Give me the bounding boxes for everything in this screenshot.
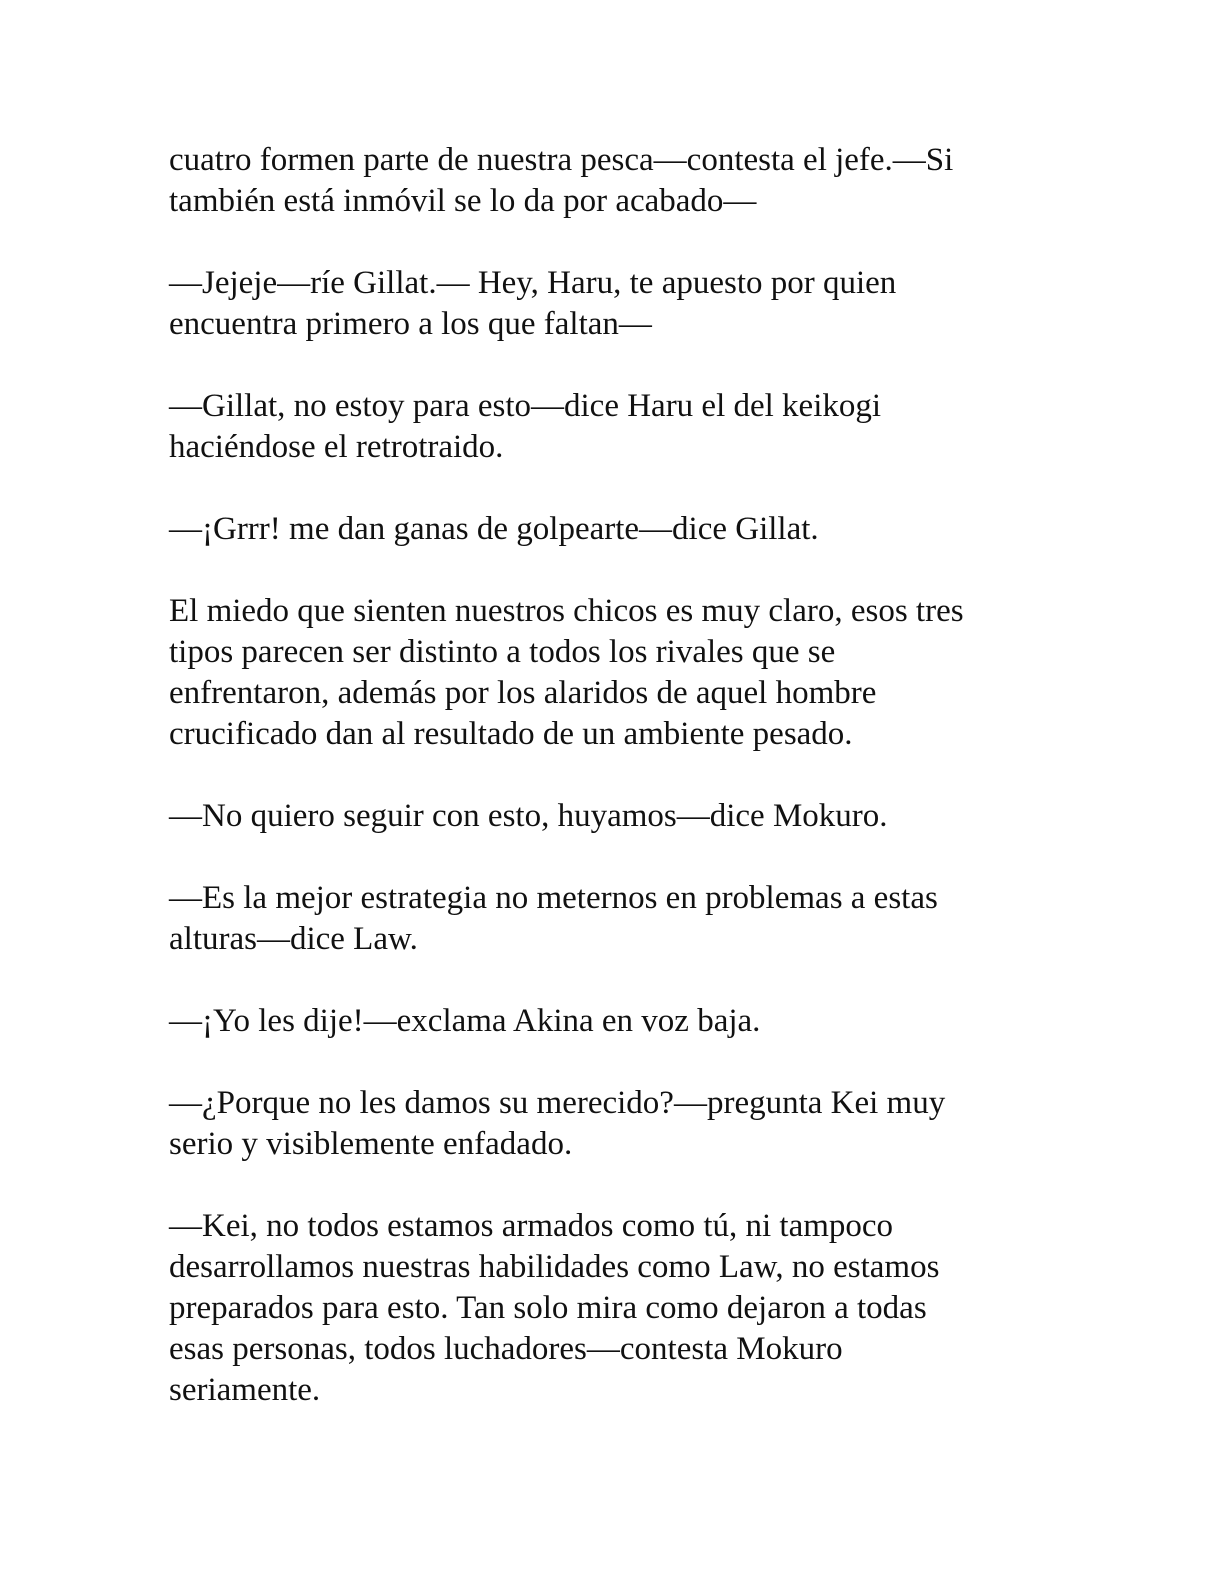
text-line: —¡Yo les dije!—exclama Akina en voz baja. [169, 1003, 761, 1039]
text-line: —¡Grrr! me dan ganas de golpearte—dice Gillat. [169, 511, 819, 547]
text-line: cuatro formen parte de nuestra pesca—contesta el jefe.—Si [169, 142, 954, 178]
text-line: —¿Porque no les damos su merecido?—pregunta Kei muy [169, 1085, 946, 1121]
paragraph [169, 263, 1049, 345]
paragraph [169, 140, 1049, 222]
text-line: esas personas, todos luchadores—contesta Mokuro [169, 1331, 843, 1367]
paragraph [169, 386, 1049, 468]
paragraph [169, 509, 1049, 550]
text-line: —Jejeje—ríe Gillat.— Hey, Haru, te apuesto por quien [169, 265, 897, 301]
paragraph [169, 1206, 1049, 1411]
text-line: preparados para esto. Tan solo mira como dejaron a todas [169, 1290, 927, 1326]
text-line: —No quiero seguir con esto, huyamos—dice Mokuro. [169, 798, 888, 834]
text-line: enfrentaron, además por los alaridos de aquel hombre [169, 675, 877, 711]
text-line: serio y visiblemente enfadado. [169, 1126, 573, 1162]
text-line: haciéndose el retrotraido. [169, 429, 504, 465]
text-line: encuentra primero a los que faltan— [169, 306, 652, 342]
paragraph [169, 796, 1049, 837]
text-line: crucificado dan al resultado de un ambiente pesado. [169, 716, 853, 752]
text-line: —Kei, no todos estamos armados como tú, ni tampoco [169, 1208, 894, 1244]
text-line: —Gillat, no estoy para esto—dice Haru el del keikogi [169, 388, 882, 424]
text-line: alturas—dice Law. [169, 921, 418, 957]
text-line: —Es la mejor estrategia no meternos en problemas a estas [169, 880, 938, 916]
text-line: seriamente. [169, 1372, 321, 1408]
paragraph [169, 878, 1049, 960]
text-line: El miedo que sienten nuestros chicos es muy claro, esos tres [169, 593, 964, 629]
paragraph [169, 1001, 1049, 1042]
body-text [169, 140, 1049, 1452]
paragraph [169, 1083, 1049, 1165]
text-line: tipos parecen ser distinto a todos los rivales que se [169, 634, 836, 670]
text-line: también está inmóvil se lo da por acabado— [169, 183, 757, 219]
paragraph [169, 591, 1049, 755]
text-line: desarrollamos nuestras habilidades como Law, no estamos [169, 1249, 940, 1285]
